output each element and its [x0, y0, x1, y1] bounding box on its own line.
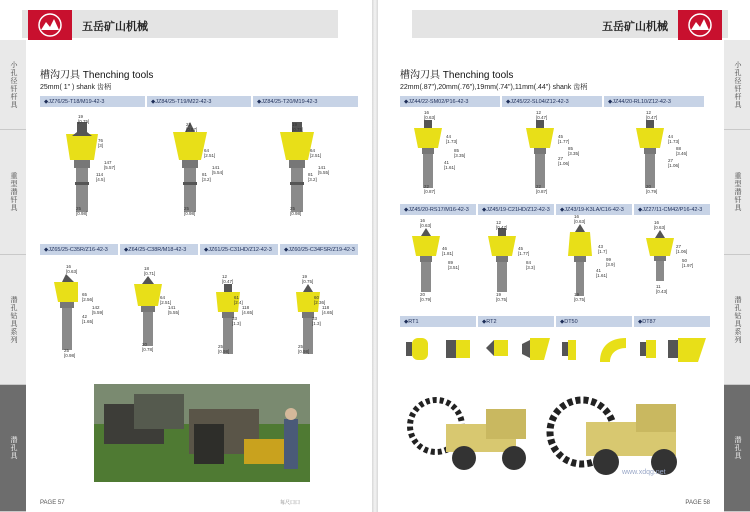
dim-label: [2.36] — [314, 300, 326, 305]
dim-label: [0.47] — [646, 115, 658, 120]
dim-label: [5.55] — [168, 310, 180, 315]
dim-label: [0.43] — [656, 289, 668, 294]
dim-label: 22 — [536, 184, 542, 189]
dim-label: 89 — [448, 260, 454, 265]
side-tab-label: 潜孔具 — [734, 436, 741, 460]
dim-label: [3.3] — [526, 265, 535, 270]
dim-label: [0.47] — [536, 115, 548, 120]
dim-label: [1.06] — [558, 161, 570, 166]
dim-label: 46 — [442, 246, 448, 251]
page-title: 槽沟刀具 Thenching tools — [400, 70, 514, 81]
side-tab-4[interactable] — [724, 385, 750, 512]
dim-label: [0.75] — [78, 119, 90, 124]
dim-label: 11 — [656, 284, 661, 289]
dim-label: 45 — [518, 246, 524, 251]
dim-label: 25 — [298, 344, 304, 349]
product-code-bar: ◆DT87 — [634, 316, 710, 327]
page-number: PAGE 58 — [685, 500, 710, 506]
dim-label: [3.35] — [568, 151, 580, 156]
dim-label: 147 — [104, 160, 112, 165]
mountain-logo-icon — [37, 13, 63, 37]
dim-label: [4.65] — [242, 310, 254, 315]
dim-label: [0.98] — [218, 349, 230, 354]
product-code-bar: ◆JZ44/22-SM02/P16-42-3 — [400, 96, 500, 107]
dim-label: [5.55] — [318, 170, 330, 175]
tool-drawing — [482, 334, 552, 369]
tool-drawing — [208, 282, 248, 367]
dim-label: [0.98] — [298, 349, 310, 354]
dim-label: [1.3] — [232, 321, 241, 326]
side-tab-1[interactable] — [0, 40, 26, 130]
product-code-bar: ◆JZ61/25-C31HD/Z12-42-3 — [200, 244, 278, 255]
dim-label: [3.51] — [448, 265, 460, 270]
side-tab-label: 重型潜钎具 — [734, 172, 741, 212]
side-tab-2[interactable] — [0, 130, 26, 255]
product-code-bar: ◆DT50 — [556, 316, 632, 327]
dim-label: [1.73] — [668, 139, 680, 144]
dim-label: [1.06] — [668, 163, 680, 168]
dim-label: 60 — [314, 295, 320, 300]
dim-label: [0.78] — [142, 347, 154, 352]
dim-label: [3.2] — [308, 177, 317, 182]
dim-label: 20 — [420, 292, 426, 297]
dim-label: 25 — [76, 206, 82, 211]
dim-label: [0.63] — [654, 225, 666, 230]
product-code-bar: ◆RT2 — [478, 316, 554, 327]
dim-label: [1.73] — [446, 139, 458, 144]
dim-label: [0.98] — [64, 353, 76, 358]
dim-label: 43 — [598, 244, 604, 249]
product-code-bar: ◆JZ27/11-CM42/P16-42-3 — [634, 204, 710, 215]
dim-label: 18 — [144, 266, 150, 271]
dim-label: 50 — [682, 258, 688, 263]
tool-drawing — [560, 222, 600, 307]
dim-label: [3] — [98, 143, 104, 148]
dim-label: 16 — [574, 214, 580, 219]
dim-label: 141 — [318, 165, 326, 170]
dim-label: 16 — [66, 264, 72, 269]
tool-drawing — [560, 334, 630, 369]
dim-label: 20 — [646, 184, 652, 189]
dim-label: [0.75] — [302, 279, 314, 284]
side-tab-label: 重型潜钎具 — [10, 172, 17, 212]
product-code-bar: ◆JZ84/25-T19/M22-42-3 — [147, 96, 251, 107]
dim-label: [5.57] — [104, 165, 116, 170]
tool-drawing — [482, 226, 522, 307]
dim-label: [1.7] — [598, 249, 607, 254]
dim-label: 12 — [646, 110, 652, 115]
dim-label: [1.61] — [596, 273, 608, 278]
dim-label: 25 — [64, 348, 70, 353]
dim-label: 85 — [568, 146, 574, 151]
dim-label: 12 — [222, 274, 228, 279]
dim-label: [0.63] — [66, 269, 78, 274]
dim-label: 16 — [424, 110, 430, 115]
dim-label: 33 — [312, 316, 318, 321]
page-subtitle: 22mm(.87"),20mm(.76"),19mm(.74"),11mm(.44") shank 齿柄 — [400, 84, 588, 91]
dim-label: 16 — [654, 220, 660, 225]
dim-label: [0.98] — [184, 211, 196, 216]
dim-label: [3.2] — [202, 177, 211, 182]
dim-label: 27 — [668, 158, 674, 163]
brand-name: 五岳矿山机械 — [602, 21, 668, 33]
dim-label: 65 — [82, 292, 88, 297]
brand-logo — [28, 10, 72, 40]
dim-label: [0.98] — [76, 211, 88, 216]
dim-label: [3.9] — [606, 262, 615, 267]
dim-label: 64 — [310, 148, 316, 153]
dim-label: 25 — [184, 206, 190, 211]
dim-label: [0.47] — [222, 279, 234, 284]
side-tab-label: 小孔径钎杆具 — [734, 60, 741, 109]
dim-label: 33 — [232, 316, 238, 321]
dim-label: 44 — [668, 134, 674, 139]
product-code-bar: ◆JZ45/22-SL04/Z12-42-3 — [502, 96, 602, 107]
dim-label: 12 — [496, 220, 502, 225]
dim-label: 99 — [606, 257, 612, 262]
side-tab-label: 潜孔钻具系列 — [10, 295, 17, 344]
dim-label: [2.51] — [160, 300, 172, 305]
left-page — [0, 0, 372, 512]
dim-label: [0.47] — [496, 225, 508, 230]
product-code-bar: ◆JZ60/25-C34FSR/Z19-42-3 — [280, 244, 358, 255]
dim-label: 19 — [302, 274, 308, 279]
dim-label: [0.63] — [424, 115, 436, 120]
dim-label: 19 — [574, 292, 580, 297]
product-code-bar: ◆JZ44/20-RL10/Z12-42-3 — [604, 96, 704, 107]
dim-label: 141 — [168, 305, 176, 310]
dim-label: 142 — [92, 305, 100, 310]
dim-label: 19 — [496, 292, 502, 297]
product-code-bar: ◆RT1 — [400, 316, 476, 327]
page-subtitle: 25mm( 1" ) shank 齿柄 — [40, 84, 111, 91]
side-tab-label: 小孔径钎杆具 — [10, 60, 17, 109]
dim-label: 114 — [96, 172, 104, 177]
dim-label: [1.77] — [518, 251, 530, 256]
dim-label: [0.63] — [420, 223, 432, 228]
dim-label: 22 — [186, 122, 192, 127]
tool-drawing — [165, 120, 215, 225]
dim-label: 16 — [420, 218, 426, 223]
dim-label: 20 — [142, 342, 148, 347]
dim-label: [4.5] — [96, 177, 105, 182]
dim-label: 118 — [242, 305, 250, 310]
dim-label: [3.46] — [676, 151, 688, 156]
watermark: www.xdqg.net — [622, 469, 666, 476]
dim-label: [0.75] — [496, 297, 508, 302]
product-code-bar: ◆JZ43/19-K3LA/C16-42-3 — [556, 204, 632, 215]
dim-label: 12 — [536, 110, 542, 115]
dim-label: 81 — [202, 172, 208, 177]
dim-label: [1.97] — [682, 263, 694, 268]
dim-label: [0.87] — [424, 189, 436, 194]
side-tab-label: 潜孔钻具系列 — [734, 295, 741, 344]
dim-label: 61 — [234, 295, 240, 300]
tool-drawing — [288, 282, 328, 367]
product-code-bar: ◆JZ65/25-C35R/Z16-42-3 — [40, 244, 118, 255]
dim-label: [1.77] — [558, 139, 570, 144]
left-side-tabs — [0, 40, 26, 512]
dim-label: 42 — [82, 314, 88, 319]
dim-label: [0.75] — [292, 127, 304, 132]
dim-label: [2.51] — [204, 153, 216, 158]
dim-label: [0.79] — [646, 189, 658, 194]
product-code-bar: ◆JZ45/20-RS17/M16-42-3 — [400, 204, 476, 215]
dim-label: [0.71] — [144, 271, 156, 276]
dim-label: 19 — [78, 114, 84, 119]
dim-label: [1.81] — [442, 251, 454, 256]
product-code-bar: ◆JZ45/19-C21HD/Z12-42-3 — [478, 204, 554, 215]
dim-label: 88 — [676, 146, 682, 151]
footer-mark: 每尺口口 — [280, 500, 301, 506]
mountain-logo-icon — [687, 13, 713, 37]
side-tab-4[interactable] — [0, 385, 26, 512]
right-side-tabs — [724, 40, 750, 512]
dim-label: 64 — [204, 148, 210, 153]
dim-label: [1.65] — [82, 319, 94, 324]
trencher-machines-photo — [406, 384, 720, 482]
product-code-bar: ◆JZ84/25-T20/M19-42-3 — [253, 96, 358, 107]
side-tab-1[interactable] — [724, 40, 750, 130]
dim-label: 44 — [446, 134, 452, 139]
dim-label: [4.65] — [322, 310, 334, 315]
dim-label: 141 — [212, 165, 220, 170]
brand-logo — [678, 10, 722, 40]
dim-label: [2.4] — [234, 300, 243, 305]
dim-label: 25 — [290, 206, 296, 211]
dim-label: 81 — [308, 172, 314, 177]
dim-label: [1.3] — [312, 321, 321, 326]
side-tab-3[interactable] — [0, 255, 26, 385]
page-title: 槽沟刀具 Thenching tools — [40, 70, 154, 81]
dim-label: [1.06] — [676, 249, 688, 254]
product-code-bar: ◆JZ76/25-T18/M19-42-3 — [40, 96, 145, 107]
dim-label: 41 — [444, 160, 450, 165]
dim-label: [0.79] — [420, 297, 432, 302]
tool-drawing — [406, 226, 446, 307]
side-tab-3[interactable] — [724, 255, 750, 385]
dim-label: 64 — [160, 295, 166, 300]
dim-label: [2.51] — [310, 153, 322, 158]
dim-label: 41 — [596, 268, 602, 273]
dim-label: 76 — [98, 138, 104, 143]
dim-label: 22 — [424, 184, 430, 189]
dim-label: [0.98] — [290, 211, 302, 216]
dim-label: 84 — [526, 260, 532, 265]
brand-name: 五岳矿山机械 — [82, 21, 148, 33]
dim-label: [0.87] — [536, 189, 548, 194]
product-code-bar: ◆Z64/25-C38R/M18-42-3 — [120, 244, 198, 255]
tool-drawing — [272, 120, 322, 225]
dim-label: 27 — [676, 244, 682, 249]
dim-label: 45 — [558, 134, 564, 139]
side-tab-label: 潜孔具 — [10, 436, 17, 460]
dim-label: [2.56] — [82, 297, 94, 302]
dim-label: [5.54] — [212, 170, 224, 175]
tool-drawing — [404, 334, 474, 369]
dim-label: [5.59] — [92, 310, 104, 315]
dim-label: [0.63] — [574, 219, 586, 224]
dim-label: 25 — [218, 344, 224, 349]
dim-label: [0.75] — [574, 297, 586, 302]
dim-label: [1.61] — [444, 165, 456, 170]
dim-label: [0.87] — [186, 127, 198, 132]
tool-drawing — [638, 334, 708, 369]
right-page — [378, 0, 750, 512]
dim-label: [3.35] — [454, 153, 466, 158]
dim-label: 19 — [292, 122, 298, 127]
dim-label: 27 — [558, 156, 564, 161]
page-number: PAGE 57 — [40, 500, 65, 506]
side-tab-2[interactable] — [724, 130, 750, 255]
dim-label: 118 — [322, 305, 330, 310]
trencher-field-photo — [94, 384, 310, 482]
dim-label: 85 — [454, 148, 460, 153]
